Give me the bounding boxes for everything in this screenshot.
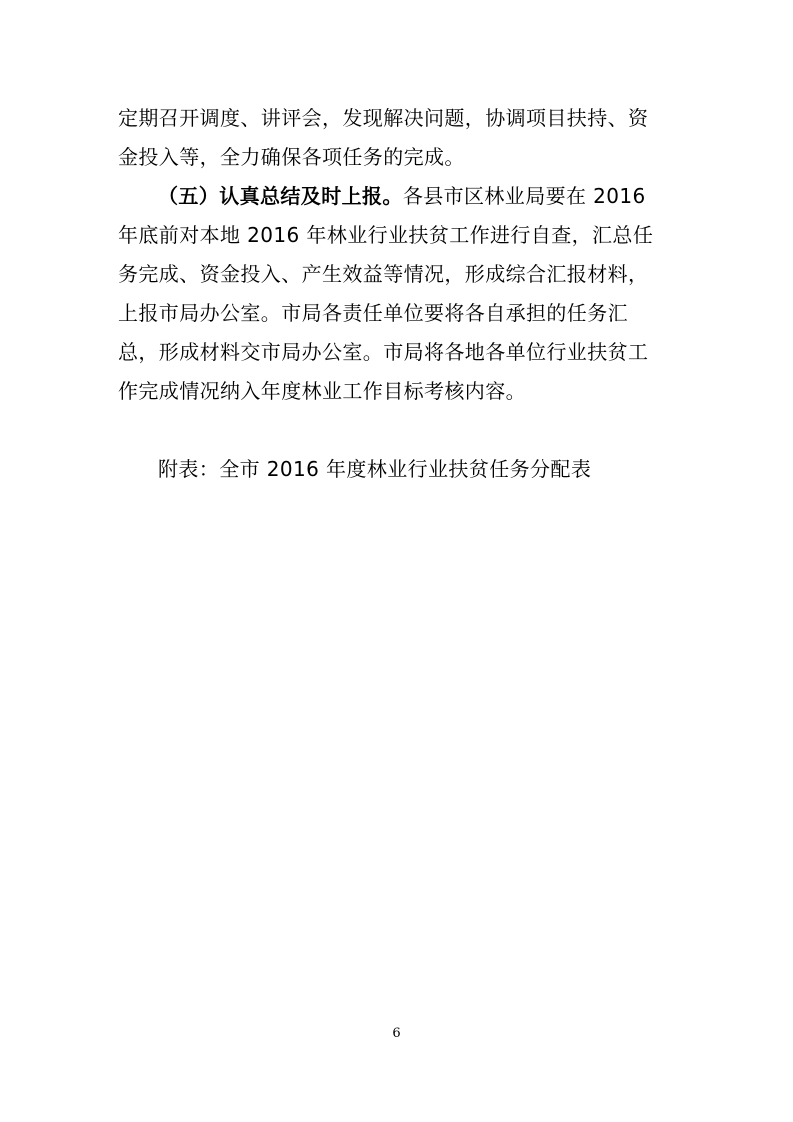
section-5-line-4: 上报市局办公室。市局各责任单位要将各自承担的任务汇	[118, 301, 628, 325]
section-5-line-6: 作完成情况纳入年度林业工作目标考核内容。	[118, 379, 526, 403]
section-5-heading: （五）认真总结及时上报。	[158, 184, 403, 208]
page-number: 6	[392, 1026, 401, 1041]
section-5-line-3: 务完成、资金投入、产生效益等情况，形成综合汇报材料，	[118, 262, 649, 286]
section-5-first-line-text: 各县市区林业局要在 2016	[402, 184, 646, 208]
attachment-note: 附表：全市 2016 年度林业行业扶贫任务分配表	[158, 457, 592, 481]
section-5-line-5: 总，形成材料交市局办公室。市局将各地各单位行业扶贫工	[118, 340, 649, 364]
body-text	[118, 99, 678, 411]
body-line-1: 定期召开调度、讲评会，发现解决问题，协调项目扶持、资	[118, 106, 649, 130]
section-5-first-line	[118, 177, 678, 216]
body-line-2: 金投入等，全力确保各项任务的完成。	[118, 145, 465, 169]
section-5-line-2: 年底前对本地 2016 年林业行业扶贫工作进行自查，汇总任	[118, 223, 654, 247]
